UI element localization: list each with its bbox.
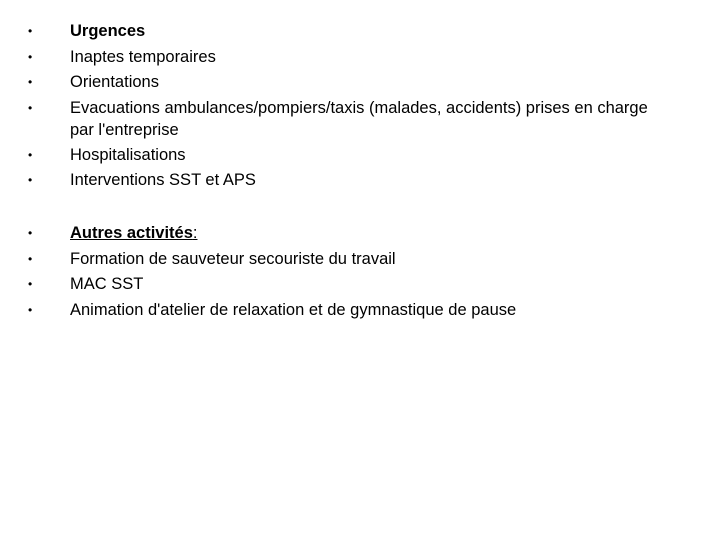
section-heading-suffix: : bbox=[192, 224, 198, 242]
list-item-label: Evacuations ambulances/pompiers/taxis (malades, accidents) prises en charge par l'entreprise bbox=[70, 98, 648, 139]
list-item bbox=[28, 221, 668, 247]
list-item bbox=[28, 168, 668, 194]
bullet-icon: • bbox=[28, 277, 33, 291]
list-item-label: Formation de sauveteur secouriste du travail bbox=[70, 249, 396, 268]
activities-list bbox=[28, 19, 668, 194]
list-item-label: Hospitalisations bbox=[70, 145, 186, 164]
list-item-label: MAC SST bbox=[70, 275, 144, 293]
list-item bbox=[28, 96, 668, 143]
list-item bbox=[28, 143, 668, 169]
list-item bbox=[28, 70, 668, 96]
other-activities-list bbox=[28, 221, 668, 323]
list-item-label: Inaptes temporaires bbox=[70, 47, 216, 66]
list-item-label: Interventions SST et APS bbox=[70, 171, 256, 189]
list-item bbox=[28, 272, 668, 298]
list-item-label: Orientations bbox=[70, 73, 159, 91]
bullet-icon: • bbox=[28, 251, 33, 266]
list-item bbox=[28, 298, 668, 324]
bullet-icon: • bbox=[28, 226, 33, 240]
bullet-icon: • bbox=[28, 49, 33, 64]
bullet-icon: • bbox=[28, 302, 33, 317]
list-item bbox=[28, 247, 668, 273]
section-heading: Autres activités bbox=[70, 224, 193, 242]
bullet-icon: • bbox=[28, 173, 33, 187]
bullet-icon: • bbox=[28, 147, 33, 162]
list-item bbox=[28, 19, 668, 45]
list-item-label: Animation d'atelier de relaxation et de gymnastique de pause bbox=[70, 300, 517, 319]
bullet-icon: • bbox=[28, 75, 33, 89]
list-item-label: Urgences bbox=[70, 22, 146, 40]
list-item bbox=[28, 45, 668, 71]
bullet-icon: • bbox=[28, 24, 33, 38]
bullet-icon: • bbox=[28, 100, 33, 115]
